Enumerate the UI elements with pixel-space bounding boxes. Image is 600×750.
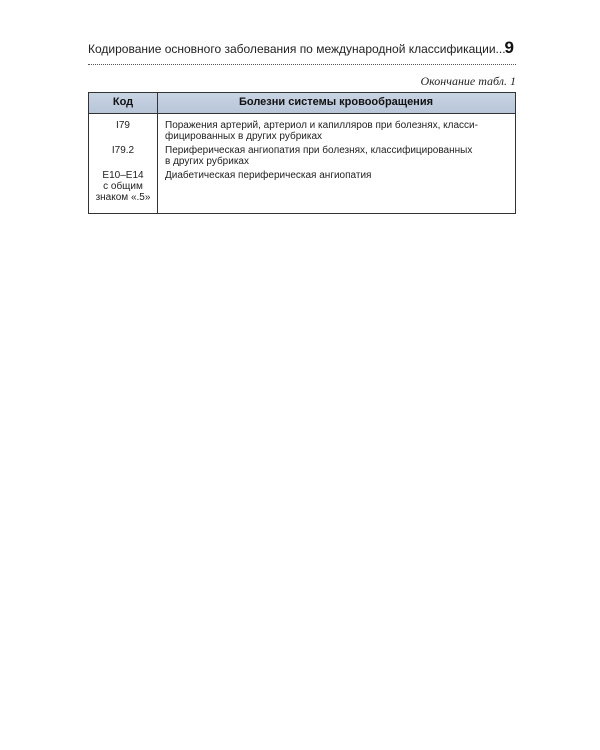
- table-row-name: Поражения артерий, артериол и капилляров при болезнях, класси- фицированных в других рубриках: [165, 120, 478, 142]
- column-header-code: Код: [112, 96, 134, 108]
- running-header: [88, 38, 516, 65]
- table-header: [89, 93, 515, 114]
- page-number: 9: [504, 38, 514, 57]
- column-divider: [157, 93, 158, 213]
- table-row-code: I79: [116, 120, 130, 131]
- column-header-diseases: Болезни системы кровообращения: [238, 96, 434, 108]
- table-row-code: E10–E14 с общим знаком «.5»: [95, 170, 151, 203]
- table-caption: Окончание табл. 1: [420, 74, 516, 88]
- disease-code-table: [88, 92, 516, 214]
- running-title: Кодирование основного заболевания по международной классификации...: [88, 42, 506, 56]
- table-row-code: I79.2: [111, 145, 135, 156]
- table-row-name: Диабетическая периферическая ангиопатия: [165, 170, 372, 181]
- table-row-name: Периферическая ангиопатия при болезнях, классифицированных в других рубриках: [165, 145, 473, 167]
